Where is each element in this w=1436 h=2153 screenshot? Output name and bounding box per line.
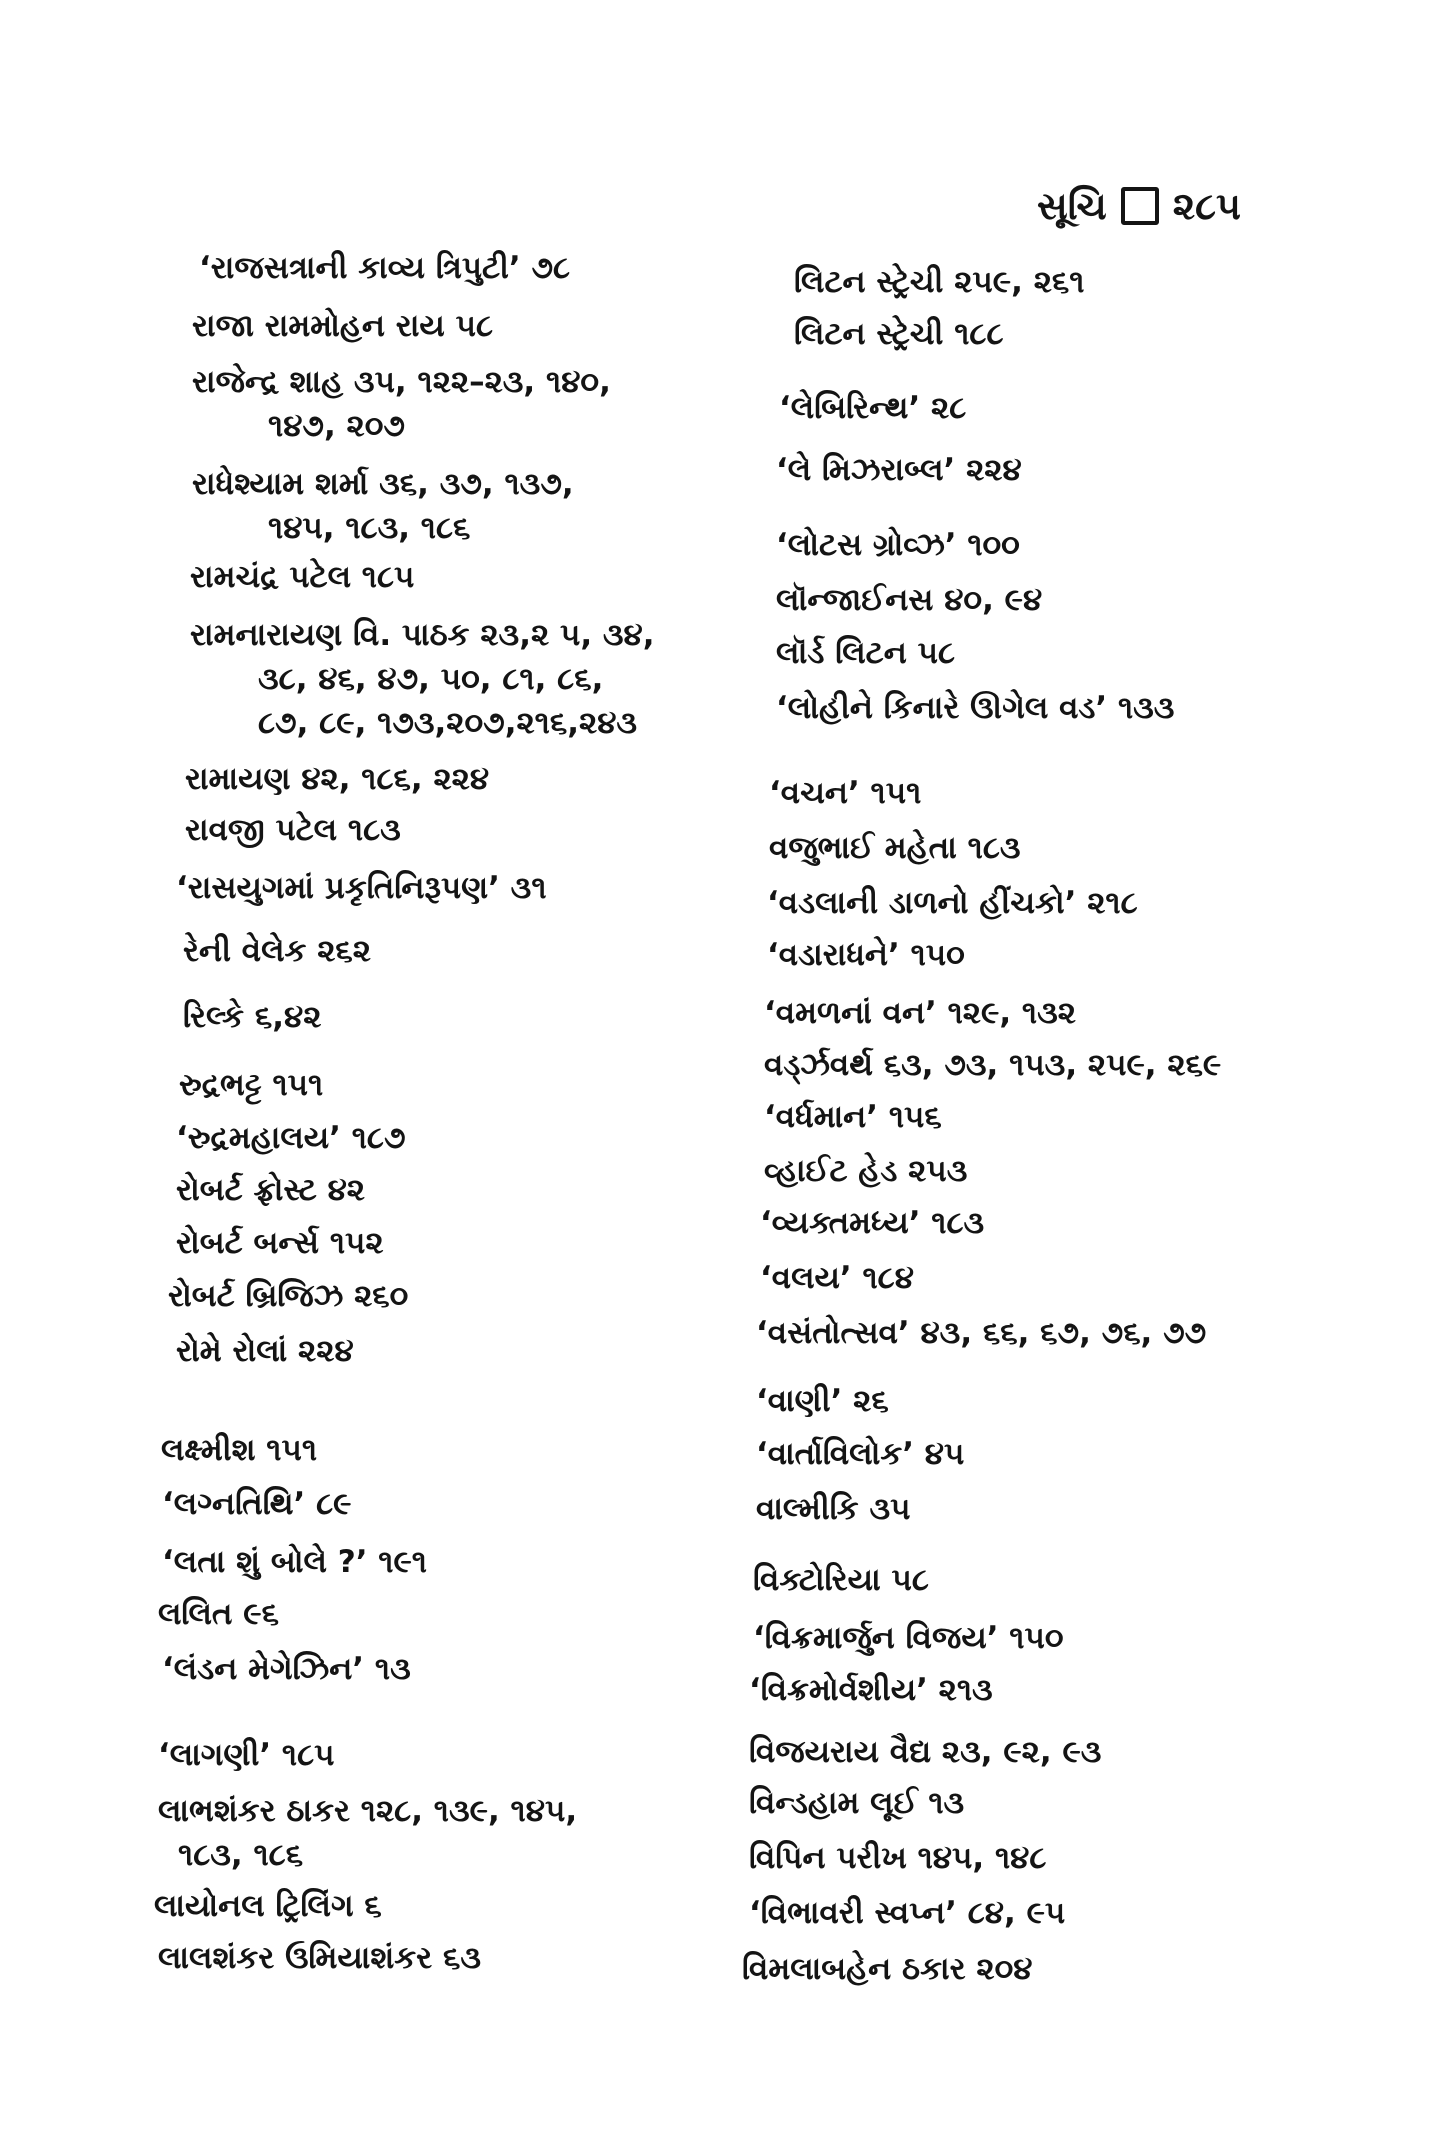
index-entry [776, 448, 1022, 492]
entry-text: ‘લોહીને કિનારે ઊગેલ વડ’ ૧૩૩ [776, 690, 1175, 726]
entry-text: ‘લેબિરિન્થ’ ૨૮ [779, 390, 967, 426]
entry-text: ‘લાગણી’ ૧૮૫ [158, 1737, 335, 1773]
entry-text: રામચંદ્ર પટેલ ૧૮૫ [190, 559, 415, 595]
entry-text: ‘વાર્તાવિલોક’ ૪૫ [756, 1436, 965, 1472]
entry-text: રુદ્રભટ્ટ ૧૫૧ [179, 1067, 324, 1103]
entry-text: ‘વિક્રમોર્વશીય’ ૨૧૩ [749, 1672, 993, 1708]
index-entry [764, 991, 1076, 1035]
index-entry [794, 260, 1084, 304]
entry-text: ‘રાસયુગમાં પ્રકૃતિનિરૂપણ’ ૩૧ [176, 870, 547, 906]
index-entry [764, 1043, 1221, 1087]
index-entry [776, 578, 1042, 622]
entry-text: ‘વાણી’ ૨૬ [756, 1383, 889, 1419]
entry-text: ‘લતા શું બોલે ?’ ૧૯૧ [162, 1544, 428, 1580]
entry-text: લૉન્જાઈનસ ૪૦, ૯૪ [776, 582, 1043, 618]
page-number: ૨૮૫ [1172, 184, 1241, 228]
index-entry [794, 312, 1004, 356]
entry-text: ‘વચન’ ૧૫૧ [769, 775, 922, 811]
index-entry [749, 1668, 993, 1712]
index-entry [756, 1487, 910, 1531]
entry-text: ‘લે મિઝરાબ્લ’ ૨૨૪ [776, 452, 1022, 488]
index-entry [742, 1947, 1032, 1991]
entry-continuation: ૧૪૫, ૧૮૩, ૧૮૬ [268, 510, 471, 546]
index-entry [776, 523, 1020, 567]
entry-text: રોબર્ટ બર્ન્સ ૧૫૨ [176, 1225, 384, 1261]
entry-text: રોમે રોલાં ૨૨૪ [176, 1333, 354, 1369]
entry-text: ‘વમળનાં વન’ ૧૨૯, ૧૩૨ [764, 995, 1076, 1031]
entry-text: રાવજી પટેલ ૧૮૩ [185, 812, 401, 848]
entry-text: રોબર્ટ બ્રિજિઝ ૨૬૦ [168, 1278, 409, 1314]
index-entry [769, 826, 1021, 870]
index-entry [749, 1730, 1101, 1774]
index-entry [756, 1432, 964, 1476]
entry-text: ‘રુદ્રમહાલય’ ૧૮૭ [176, 1120, 406, 1156]
index-entry [779, 386, 966, 430]
index-entry [756, 1379, 889, 1423]
entry-text: લિટન સ્ટ્રેચી ૨૫૯, ૨૬૧ [794, 264, 1085, 300]
entry-continuation: ૩૮, ૪૬, ૪૭, ૫૦, ૮૧, ૮૬, [258, 661, 604, 697]
entry-text: લાયોનલ ટ્રિલિંગ ૬ [154, 1888, 382, 1924]
entry-text: લાલશંકર ઉમિયાશંકર ૬૩ [158, 1940, 481, 1976]
index-entry [764, 1149, 967, 1193]
index-entry [756, 1311, 1206, 1355]
entry-text: રેની વેલેક ૨૬૨ [183, 933, 371, 969]
index-entry [749, 1781, 964, 1825]
index-entry [760, 1201, 984, 1245]
entry-text: રાધેશ્યામ શર્મા ૩૬, ૩૭, ૧૩૭, [192, 466, 574, 502]
entry-text: વિપિન પરીખ ૧૪૫, ૧૪૮ [749, 1840, 1047, 1876]
entry-text: લલિત ૯૬ [158, 1596, 279, 1632]
entry-continuation: ૧૮૩, ૧૮૬ [178, 1837, 304, 1873]
index-entry [767, 881, 1138, 925]
index-entry [776, 631, 955, 675]
index-entry [776, 686, 1174, 730]
entry-text: રાજા રામમોહન રાય ૫૮ [192, 308, 494, 344]
index-entry [753, 1558, 929, 1602]
entry-text: વિક્ટોરિયા ૫૮ [753, 1562, 929, 1598]
entry-text: ‘વ્યક્તમધ્ય’ ૧૮૩ [760, 1205, 985, 1241]
entry-text: ‘વર્ધમાન’ ૧૫૬ [764, 1099, 942, 1135]
index-entry [749, 1836, 1046, 1880]
entry-text: વાલ્મીકિ ૩૫ [756, 1491, 911, 1527]
entry-text: લક્ષ્મીશ ૧૫૧ [161, 1432, 318, 1468]
entry-text: વર્ડ્ઝવર્થ ૬૩, ૭૩, ૧૫૩, ૨૫૯, ૨૬૯ [764, 1047, 1222, 1083]
entry-text: ‘લગ્નતિથિ’ ૮૯ [162, 1486, 352, 1522]
index-entry [749, 1891, 1065, 1935]
entry-text: વિન્ડહામ લૂઈ ૧૩ [749, 1785, 965, 1821]
entry-text: ‘લોટસ ગ્રોવ્ઝ’ ૧૦૦ [776, 527, 1020, 563]
entry-text: લિટન સ્ટ્રેચી ૧૮૮ [794, 316, 1004, 352]
entry-text: રિલ્કે ૬,૪૨ [183, 999, 322, 1035]
entry-text: ‘વડારાધને’ ૧૫૦ [767, 937, 965, 973]
entry-text: વિજયરાય વૈદ્ય ૨૩, ૯૨, ૯૩ [749, 1734, 1102, 1770]
index-entry [753, 1616, 1064, 1660]
entry-text: રાજેન્દ્ર શાહ ૩૫, ૧૨૨–૨૩, ૧૪૦, [192, 364, 611, 400]
entry-text: વિમલાબહેન ઠકાર ૨૦૪ [742, 1951, 1033, 1987]
entry-text: વજુભાઈ મહેતા ૧૮૩ [769, 830, 1021, 866]
entry-text: વ્હાઈટ હેડ ૨૫૩ [764, 1153, 968, 1189]
index-entry [769, 771, 921, 815]
entry-text: ‘વલય’ ૧૮૪ [760, 1260, 914, 1296]
section-title: સૂચિ [1037, 184, 1107, 228]
entry-text: ‘રાજસત્રાની કાવ્ય ત્રિપુટી’ ૭૮ [199, 250, 571, 286]
entry-text: ‘વિક્રમાર્જુન વિજય’ ૧૫૦ [753, 1620, 1064, 1656]
entry-text: લાભશંકર ઠાકર ૧૨૮, ૧૩૯, ૧૪૫, [158, 1793, 578, 1829]
index-entry [767, 933, 965, 977]
entry-text: લૉર્ડ લિટન ૫૮ [776, 635, 956, 671]
entry-text: રામનારાયણ વિ. પાઠક ૨૩,૨ ૫, ૩૪, [190, 617, 655, 653]
entry-continuation: ૧૪૭, ૨૦૭ [268, 408, 405, 444]
entry-continuation: ૮૭, ૮૯, ૧૭૩,૨૦૭,૨૧૬,૨૪૩ [258, 705, 638, 741]
entry-text: ‘લંડન મેગેઝિન’ ૧૩ [162, 1651, 411, 1687]
entry-text: ‘વડલાની ડાળનો હીંચકો’ ૨૧૮ [767, 885, 1138, 921]
index-entry [764, 1095, 942, 1139]
entry-text: રામાયણ ૪૨, ૧૮૬, ૨૨૪ [185, 761, 490, 797]
index-entry [760, 1256, 914, 1300]
entry-text: રોબર્ટ ફ્રોસ્ટ ૪૨ [176, 1172, 365, 1208]
entry-text: ‘વિભાવરી સ્વપ્ન’ ૮૪, ૯૫ [749, 1895, 1066, 1931]
entry-text: ‘વસંતોત્સવ’ ૪૩, ૬૬, ૬૭, ૭૬, ૭૭ [756, 1315, 1207, 1351]
